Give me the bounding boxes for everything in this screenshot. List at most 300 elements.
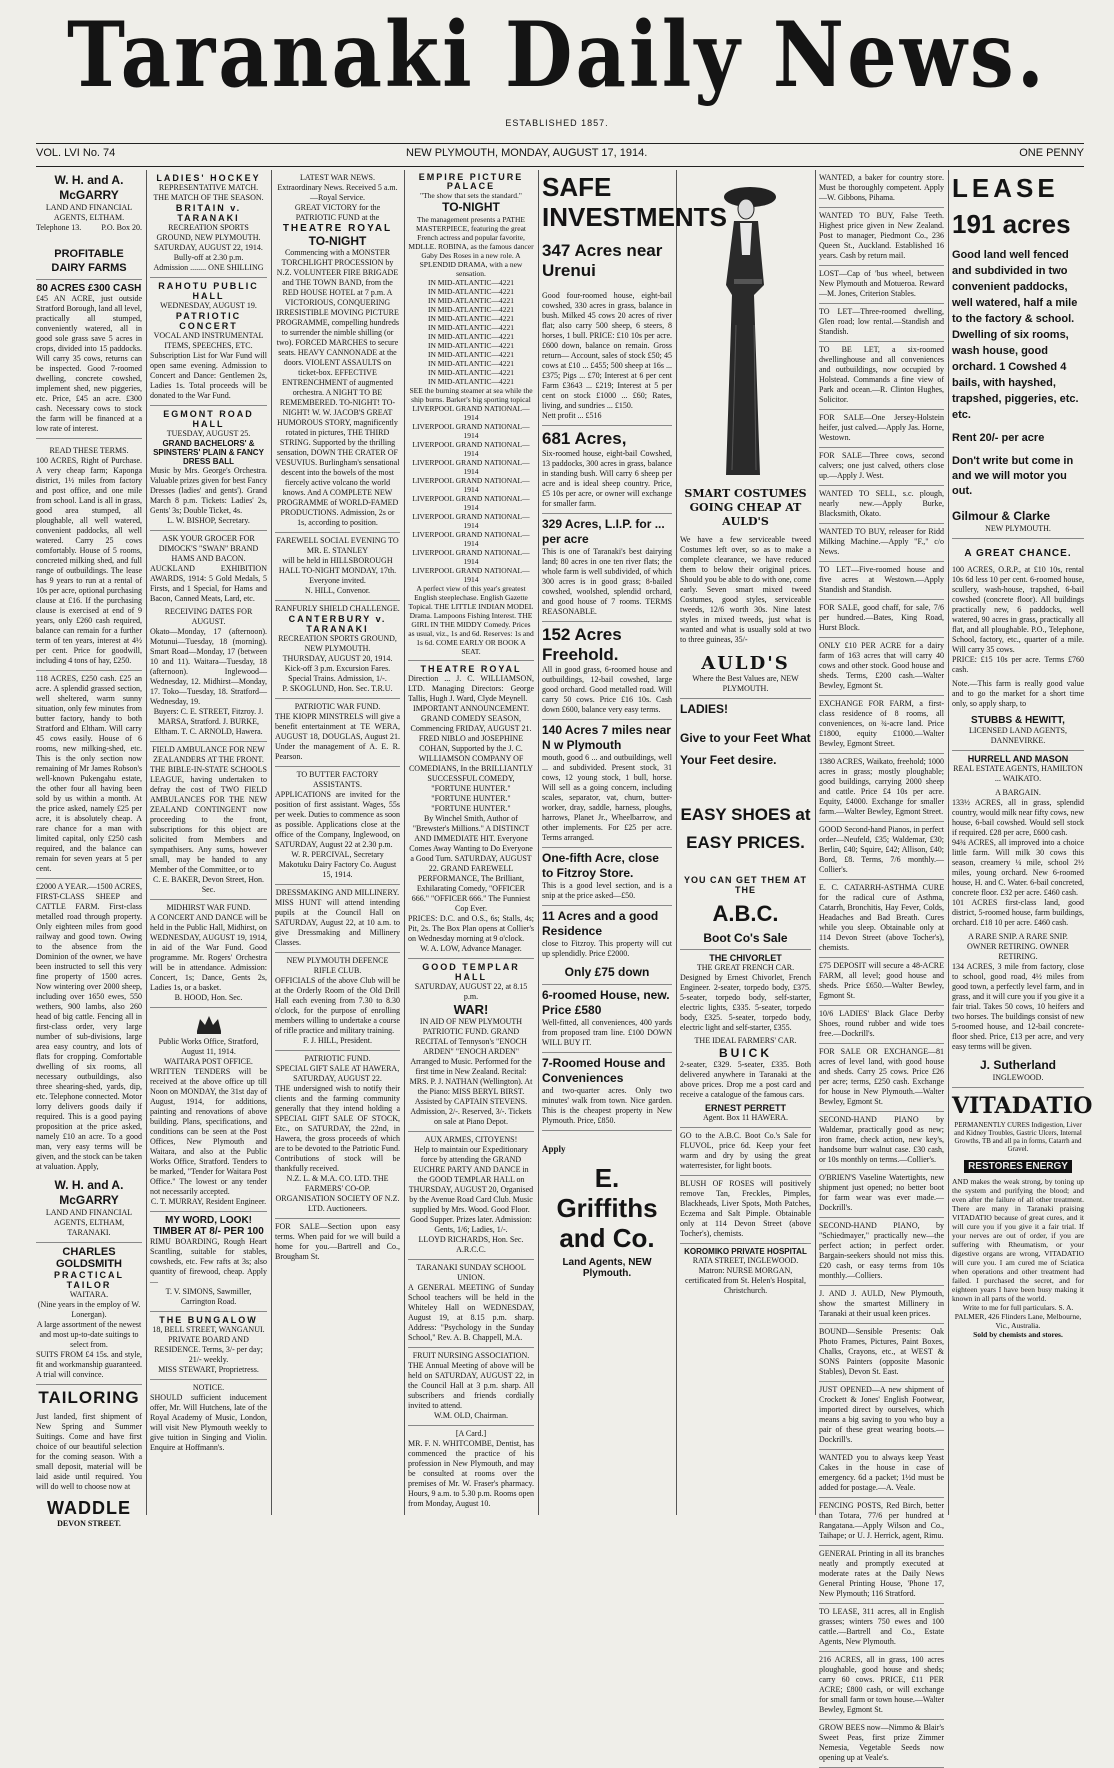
advert-body: BLUSH OF ROSES will positively remove Tan, Freckles, Pimples, Blackheads, Liver Spots, Moth Patches, Eczema and Salt Pimple. Obtainable only at 114 Devon Street (above Tocher's), chemists.	[680, 1179, 811, 1238]
classified-ad	[819, 448, 944, 486]
advert-ranfurly	[275, 601, 400, 699]
listing-heading: 6-roomed House, new. Price £580	[542, 988, 670, 1017]
classified-ad	[819, 1218, 944, 1286]
advert-war-fund	[275, 699, 400, 767]
classified-ad	[819, 754, 944, 822]
advert-body: OFFICIALS of the above Club will be at the Orderly Room of the Old Drill Hall each evening from 7.30 to 8.30 o'clock, for the purpose of enrolling members willing to undertake a course of rifle practice and military training.	[275, 976, 400, 1035]
advert-body: 100 ACRES, O.R.P., at £10 10s, rental 10s 6d less 10 per cent. 6-roomed house, scullery, wash-house, trapshed, 6-bail cowshed (concrete floor). All buildings practically new, 6 paddocks, well watered, 90 acres in grass, practically all flat, and all ploughable. P.O., Telephone, School, factory, etc., quarter of a mile. Will carry 35 cows.	[952, 565, 1084, 654]
classified-text: TO LET—Three-roomed dwelling, Glen road; low rental.—Standish and Standish.	[819, 307, 944, 336]
listing-152-acres	[542, 622, 672, 720]
listing-heading: 681 Acres,	[542, 429, 627, 448]
advert-body: RATA STREET, INGLEWOOD. Matron: NURSE MORGAN, certificated from St. Helen's Hospital, Christchurch.	[685, 1256, 806, 1295]
advertiser-name: HURRELL AND MASON	[967, 754, 1069, 764]
programme: By Winchel Smith, Author of "Brewster's Millions." A DISTINCT AND IMMEDIATE HIT. Everyone Comes Away Wanting to Do Everyone a Good Turn. SATURDAY, AUGUST 22. GRAND FAREWELL PERFORMANCE, The Brilliant, Exhilarating Comedy, "OFFICER 666." "OFFICER 666." The Funniest Cop Ever.	[409, 814, 533, 913]
advert-heading: LADIES!	[680, 702, 728, 716]
event-tagline: THE MATCH OF THE SEASON.	[153, 193, 264, 202]
advert-heading: FRUIT NURSING ASSOCIATION.	[412, 1351, 530, 1360]
listing-heading: 11 Acres and a good Residence	[542, 909, 659, 938]
signature: W. R. PERCIVAL, Secretary Makotuku Dairy Factory Co. August 15, 1914.	[278, 850, 397, 879]
column-separator	[146, 170, 147, 1515]
advert-dimock	[150, 531, 267, 742]
masthead	[0, 0, 1114, 140]
listing-heading: READ THESE TERMS.	[49, 446, 129, 455]
classified-ad	[819, 600, 944, 638]
signature: C. T. MURRAY, Resident Engineer.	[150, 1197, 267, 1206]
column-4	[408, 170, 534, 1515]
programme-line: IN MID-ATLANTIC—4221	[427, 287, 515, 296]
advert-notice	[150, 1380, 267, 1457]
classified-ad	[819, 696, 944, 754]
advert-body: THE BIBLE-IN-STATE SCHOOLS LEAGUE, having undertaken to defray the cost of TWO FIELD AMBULANCES FOR THE NEW ZEALAND CONTINGENT now proceeding to the front, subscriptions for this object are solicited from Members and sympathisers. Any sums, however small, may be handed to any Member of the Committee, or to	[150, 765, 267, 874]
classified-text: WANTED TO BUY, releaser for Ridd Milking Machine.—Apply "F.," c/o News.	[819, 527, 944, 556]
programme-line: LIVERPOOL GRAND NATIONAL—1914	[412, 476, 530, 494]
column-separator	[948, 170, 949, 1515]
column-6	[680, 170, 811, 1515]
car-name: THE CHIVORLET	[709, 953, 782, 963]
advert-hurrell	[952, 751, 1084, 1088]
advert-sub: Extraordinary News. Received 5 a.m.—Royal Service.	[277, 183, 398, 202]
column-separator	[676, 170, 677, 1515]
advert-subheading: EASY SHOES at EASY PRICES.	[680, 805, 811, 852]
note: (Nine years in the employ of W. Lonergan).	[37, 1300, 141, 1319]
advert-body: THE undersigned wish to notify their clients and the farming community generally that they intend holding a SPECIAL GIFT SALE OF STOCK, Etc., on SATURDAY, the 22nd, in Hawera, the gross proceeds of which are to be devoted to the Patriotic Fund. Contributions of stock will be thankfully received.	[275, 1084, 400, 1173]
programme-line: IN MID-ATLANTIC—4221	[427, 323, 515, 332]
programme-line: IN MID-ATLANTIC—4221	[427, 305, 515, 314]
advertiser-subtitle: Boot Co's Sale	[703, 931, 788, 945]
advert-chivorlet	[680, 950, 811, 1128]
classified-text: FOR SALE—Three cows, second calvers; one just calved, others close up.—Apply J. West.	[819, 451, 944, 480]
programme-line: LIVERPOOL GRAND NATIONAL—1914	[412, 512, 530, 530]
event-subheading: REPRESENTATIVE MATCH.	[158, 183, 259, 192]
advert-waitara-post	[150, 1008, 267, 1212]
retiring-label: OWNER RETIRING. OWNER RETIRING.	[967, 942, 1069, 961]
admission: Admission ........ ONE SHILLING	[153, 263, 264, 272]
signature: C. E. BAKER, Devon Street, Hon. Sec.	[152, 875, 265, 894]
tailoring-body: Just landed, first shipment of New Spring and Summer Suitings. Come and have first choice of our beautiful selection for the coming season. With a small deposit, material will be laid aside until required. You will do well to choose now at	[36, 1412, 142, 1491]
classified-text: TO LET—Five-roomed house and five acres at Westown.—Apply Standish and Standish.	[819, 565, 944, 594]
advertiser-subtitle: REAL ESTATE AGENTS, HAMILTON ... WAIKATO.	[953, 764, 1083, 783]
established-line: ESTABLISHED 1857.	[505, 118, 609, 128]
office-date: Public Works Office, Stratford, August 11, 1914.	[158, 1037, 259, 1056]
advertiser-name: Gilmour & Clarke	[952, 509, 1051, 523]
advert-note: Note.—This farm is really good value and to go the market for a short time only, so apply sharp, to	[952, 679, 1084, 708]
programme-line: LIVERPOOL GRAND NATIONAL—1914	[412, 458, 530, 476]
advert-heading: TO BUTTER FACTORY ASSISTANTS.	[296, 770, 379, 789]
advert-heading: PATRIOTIC FUND.	[304, 1054, 371, 1063]
listing-6-roomed-house	[542, 985, 672, 1053]
listing-body: close to Fitzroy. This property will cut up splendidly. Price £2000.	[542, 939, 672, 958]
dateline-rule	[36, 166, 1084, 167]
advertiser-subtitle: NEW PLYMOUTH.	[985, 524, 1051, 533]
column-separator	[815, 170, 816, 1515]
advert-80-acres	[36, 280, 142, 439]
signature: N. HILL, Convenor.	[304, 586, 371, 595]
car-body: Designed by Ernest Chivorlet, French Engineer. 2-seater, torpedo body, £375. 5-seater, torpedo body, self-starter, electric lights, £335. 5-seater, torpedo body, £325. 5-seater, torpedo body, electric light and self-starter, £355.	[680, 973, 811, 1032]
advert-body: Kick-off 3 p.m. Excursion Fares. Special Trains. Admission, 1/-.	[284, 664, 391, 683]
advertiser-subtitle: LICENSED LAND AGENTS, DANNEVIRKE.	[969, 726, 1067, 745]
lease-body: Good land well fenced and subdivided in two convenient paddocks, well watered, half a mile to the factory & school. Dwelling of six rooms, wash house, good orchard. 1 Cowshed 4 bails, with hayshed, trapshed, piggeries, etc. etc.	[952, 249, 1079, 421]
classified-text: EXCHANGE FOR FARM, a first-class residence of 8 rooms, all conveniences, on ¾-acre land. Price £1800, equity £1000.—Walter Bewley, Egmont Street.	[819, 699, 944, 748]
classified-text: 10/6 LADIES' Black Glace Derby Shoes, round rubber and wide toes free.—Dockrill's.	[819, 1009, 944, 1038]
listing-body: and two-quarter acres. Only two minutes' walk from town. Nice garden. This is the cheapest property in New Plymouth. Price, £850.	[542, 1086, 672, 1125]
programme-line: LIVERPOOL GRAND NATIONAL—1914	[412, 530, 530, 548]
advert-price: PRICE: £15 10s per acre. Terms £760 cash.	[952, 655, 1084, 674]
classified-text: GENERAL Printing in all its branches neatly and promptly executed at moderate rates at the Daily News General Printing House, 'Phone 17, New Plymouth; 116 Stratford.	[819, 1549, 944, 1598]
listing-140-acres	[542, 720, 672, 848]
advertiser-name: A.B.C.	[712, 901, 779, 926]
section-heading: PROFITABLE DAIRY FARMS	[51, 248, 127, 274]
advert-heading: MIDHIRST WAR FUND.	[166, 903, 251, 912]
programme-line: LIVERPOOL GRAND NATIONAL—1914	[412, 566, 530, 584]
listing-body: 101 ACRES first-class land, good district, 5-roomed house, farm buildings, orchard. £18 10 per acre. £460 cash.	[952, 898, 1084, 927]
advert-blush-roses	[680, 1176, 811, 1244]
event-date: THURSDAY, AUGUST 20, 1914.	[282, 654, 393, 663]
classified-ad	[819, 266, 944, 304]
event-date: TUESDAY, AUGUST 25.	[166, 429, 251, 438]
telephone: Telephone 13.	[36, 223, 82, 232]
agent-address: Agent. Box 11 HAWERA.	[702, 1113, 789, 1122]
classified-ad	[819, 880, 944, 958]
lease-rent: Rent 20/- per acre	[952, 432, 1045, 444]
advert-vitadatio	[952, 1088, 1093, 1344]
listing-11-acres	[542, 906, 672, 985]
lease-call-to-action: Don't write but come in and we will motor you out.	[952, 455, 1074, 497]
classified-ad	[819, 1382, 944, 1450]
column-separator	[271, 170, 272, 1515]
advert-heading: KOROMIKO PRIVATE HOSPITAL	[684, 1247, 807, 1256]
programme-line: LIVERPOOL GRAND NATIONAL—1914	[412, 422, 530, 440]
event-date: SATURDAY, AUGUST 22, at 8.15 p.m.	[414, 982, 528, 1001]
classified-ad	[819, 208, 944, 266]
listing-body: This is one of Taranaki's best dairying land; 80 acres in one ten river flats; the whole farm is well subdivided, of which 300 acres is in good grass; 8-bailed cowshed, woolshed, splendid orchard, and good house of 7 rooms. TERMS REASONABLE.	[542, 547, 672, 616]
programme: The management presents a PATHE MASTERPIECE, featuring the great French actress and popular favorite, MDLLE. ROBINA, as the famous dancer Gaby Des Roses in a new role. A SPLENDID DRAMA, with a new sensation.	[408, 215, 534, 278]
advert-tagline: YOU CAN GET THEM AT THE	[684, 875, 807, 895]
programme-line: IN MID-ATLANTIC—4221	[427, 296, 515, 305]
classified-ad	[819, 304, 944, 342]
advert-118-acres	[36, 671, 142, 879]
advertiser-name: CHARLES GOLDSMITH	[56, 1246, 122, 1270]
advert-body: MR. F. N. WHITCOMBE, Dentist, has commenced the practice of his profession in New Plymouth, and may be consulted at rooms over the premises of Mr. W. Fraser's pharmacy. Hours, 9 a.m. to 5.30 p.m. Rooms open from Monday, August 10.	[408, 1439, 534, 1508]
dateline-bar	[36, 147, 1084, 165]
listing-body: Well-fitted, all conveniences, 400 yards from proposed tram line. £100 DOWN WILL BUY IT.	[542, 1018, 672, 1047]
listing-heading: 347 Acres near Urenui	[542, 241, 663, 280]
event-date: SATURDAY, AUGUST 22, 1914.	[154, 243, 263, 252]
classified-text: GROW BEES now—Nimmo & Blair's Sweet Peas, first prize Zimmer Nemesia, Vegetable Seeds now opening up at Veale's.	[819, 1723, 944, 1762]
atlantic-list	[408, 278, 534, 386]
advert-heading: AUX ARMES, CITOYENS!	[424, 1135, 518, 1144]
advert-bungalow	[150, 1312, 267, 1380]
classified-ad	[819, 1652, 944, 1720]
newspaper-title: Taranaki Daily News.	[67, 3, 1047, 108]
advert-slogan: Give to your Feet What Your Feet desire.	[680, 731, 811, 767]
hall-name: GOOD TEMPLAR HALL	[422, 962, 520, 982]
advertiser-subtitle: Where the Best Values are, NEW PLYMOUTH.	[692, 674, 799, 693]
programme-line: LIVERPOOL GRAND NATIONAL—1914	[412, 404, 530, 422]
listing-body: 133½ ACRES, all in grass, splendid country, would milk near fifty cows, new house, 6-bail cowshed. Would sell stock if required. £28 per acre, £600 cash.	[952, 798, 1084, 837]
signature: W.M. OLD, Chairman.	[434, 1411, 508, 1420]
product-footer: Sold by chemists and stores.	[973, 1330, 1063, 1339]
classified-list	[819, 170, 944, 1768]
advert-theatre-royal-2	[408, 661, 534, 959]
classified-ad	[819, 562, 944, 600]
advertiser-name: J. Sutherland	[979, 1058, 1056, 1072]
advert-sub: GREAT VICTORY for the PATRIOTIC FUND at the	[294, 203, 381, 222]
classified-ad	[819, 1286, 944, 1324]
advertiser-name: AULD'S	[701, 653, 790, 674]
advert-body: A GENERAL MEETING of Sunday School teachers will be held in the Whiteley Hall on WEDNESDAY, August 19, at 8.15 p.m. sharp. Address: "Psychology in the Sunday School," Rev. A. B. Chappell, M.A.	[408, 1283, 534, 1342]
date-location: NEW PLYMOUTH, MONDAY, AUGUST 17, 1914.	[406, 147, 648, 159]
product-body: AND makes the weak strong, by toning up the system and purifying the blood; and even after the failure of all other treatment. There are many in Taranaki praising VITADATIO because of great cures, and it will cure you if you give it a fair trial. If your nerves are out of order, if you are suffering with Rheumatism, or your digestive organs are wrong, VITADATIO will cure you. I am cured me of Sciatica when operations and other treatment had failed. I purchased the secret, and for eighteen years I have been busy making it known in all parts of the world.	[952, 1177, 1084, 1303]
advert-heading: THE BUNGALOW	[159, 1315, 258, 1325]
signature: L. W. BISHOP, Secretary.	[167, 516, 250, 525]
listing-347-acres	[542, 238, 672, 426]
advert-100-acres	[36, 439, 142, 671]
programme-line: IN MID-ATLANTIC—4221	[427, 278, 515, 287]
advert-section-sale	[275, 1219, 400, 1266]
advertiser-name: E. Griffiths and Co.	[556, 1163, 658, 1253]
programme-line: "FORTUNE HUNTER."	[431, 804, 511, 813]
classified-text: 216 ACRES, all in grass, 100 acres ploughable, good house and sheds; carry 60 cows. PRICE, £11 PER ACRE; £800 cash, or will exchange for small farm or town house.—Walter Bewley, Egmont St.	[819, 1655, 944, 1714]
listing-body: mouth, good 6 ... and outbuildings, well ... and subdivided. Present stock, 31 cows, 12 young stock, 1 bull, horse. Will sell as a going concern, including scales, separator, vat, churn, butter-worker, dray, saddle, harness, ploughs, harrows, Planet Jr., Wheelbarrow, and other implements. For £25 per acre. Terms arranged.	[542, 753, 672, 842]
advert-tailoring	[36, 1385, 142, 1533]
listing-one-fifth-acre	[542, 848, 672, 906]
advert-butter-factory	[275, 767, 400, 885]
event-tagline: VOCAL AND INSTRUMENTAL ITEMS, SPEECHES, ETC.	[153, 331, 264, 350]
war-heading: WAR!	[453, 1002, 489, 1017]
classified-ad	[819, 486, 944, 524]
advert-timber	[150, 1212, 267, 1312]
advert-body: will be held in HILLSBOROUGH HALL TO-NIGHT MONDAY, 17th. Everyone invited.	[278, 556, 397, 585]
announcement: IMPORTANT ANNOUNCEMENT.	[413, 704, 529, 713]
crown-emblem-icon	[194, 1013, 224, 1035]
classified-text: ONLY £10 PER ACRE for a dairy farm of 163 acres that will carry 40 cows and other stock. Good house and sheds. Terms, £200 cash.—Walter Bewley, Egmont St.	[819, 641, 944, 690]
classified-text: GOOD Second-hand Pianos, in perfect order—Neufeld, £35; Waldemar, £30; Berlin, £40; Squire, £42; Allison, £40; Bord, £8. Terms, 7/6 monthly.—Collier's.	[819, 825, 944, 874]
signature: F. J. HILL, President.	[303, 1036, 372, 1045]
venue: RECREATION SPORTS GROUND, NEW PLYMOUTH.	[278, 634, 397, 653]
classified-text: O'BRIEN'S Vaseline Watertights, new shipment just opened; no better boot for farm wear was ever made.—Dockrill's.	[819, 1173, 944, 1212]
tonight-label: TO-NIGHT	[442, 200, 500, 214]
advert-body: FOR SALE—Section upon easy terms. When paid for we will build a home for you.—Bartrell and Co., Brougham St.	[275, 1222, 400, 1261]
apply-label: Apply	[542, 1144, 566, 1154]
advertiser-griffiths	[542, 1131, 672, 1283]
programme-line: LIVERPOOL GRAND NATIONAL—1914	[412, 440, 530, 458]
advert-heading: RANFURLY SHIELD CHALLENGE.	[275, 604, 400, 613]
product-claims: PERMANENTLY CURES Indigestion, Liver and Kidney Troubles, Gastric Ulcers, Internal Growths, TB and all pa in forms, Catarrh and Gravel.	[954, 1121, 1082, 1153]
classified-ad	[819, 1044, 944, 1112]
advert-fluvol	[680, 1128, 811, 1176]
theatre-name: THEATRE ROYAL	[420, 664, 522, 674]
listing-body: All in good grass, 6-roomed house and outbuildings, 12-bail cowshed, large good orchard. Good metalled road. Will carry 50 cows. Price £16 10s. Cash down £600, balance very easy terms.	[542, 665, 672, 714]
classified-ad	[819, 958, 944, 1006]
classified-ad	[819, 1170, 944, 1218]
product-name: VITADATIO	[952, 1093, 1093, 1119]
advert-body: WRITTEN TENDERS will be received at the above office up till Noon on MONDAY, the 31st day of August, 1914, for additions, painting and renovations of above building. Plans, specifications, and conditions can be seen at the Post Offices, New Plymouth and Waitara, and also at the Public Works Office, Stratford. Tenders to be marked, "Tender for Waitara Post Office." The lowest or any tender not necessarily accepted.	[150, 1067, 267, 1196]
advert-gift-sale	[275, 1051, 400, 1219]
classified-ad	[819, 1112, 944, 1170]
classified-text: JUST OPENED—A new shipment of Crockett & Jones' English Footwear, imported direct by ourselves, which means a big saving to you who buy a pair of these great wearing boots.—Dockrill's.	[819, 1385, 944, 1444]
classified-text: £75 DEPOSIT will secure a 48-ACRE FARM, all level; good house and sheds. Price £650.—Walter Bewley, Egmont St.	[819, 961, 944, 1000]
prices: PRICES: D.C. and O.S., 6s; Stalls, 4s; Pit, 2s. The Box Plan opens at Collier's on Wednesday morning at 9 o'clock.	[408, 914, 534, 943]
volume-number: VOL. LVI No. 74	[36, 147, 116, 159]
teams: BRITAIN v. TARANAKI	[175, 203, 242, 223]
snip-label: A RARE SNIP. A RARE SNIP.	[968, 932, 1068, 941]
classified-text: WANTED, a baker for country store. Must be thoroughly competent. Apply—W. Gibbons, Pihama.	[819, 173, 944, 202]
programme-line: LIVERPOOL GRAND NATIONAL—1914	[412, 494, 530, 512]
classified-text: LOST—Cap of 'bus wheel, between New Plymouth and Motueroa. Reward—M. Jones, Criterion Stables.	[819, 269, 944, 298]
advert-2000-year	[36, 879, 142, 1243]
advert-hockey	[150, 170, 267, 278]
event-date: WEDNESDAY, AUGUST 19.	[160, 301, 257, 310]
trade: PRACTICAL TAILOR	[54, 1270, 124, 1290]
start-time: Bully-off at 2.30 p.m.	[173, 253, 244, 262]
classified-text: FOR SALE—One Jersey-Holstein heifer, just calved.—Apply Jas. Horne, Westown.	[819, 413, 944, 442]
listing-heading: 329 Acres, L.I.P. for ... per acre	[542, 517, 665, 546]
advert-subheading: SPECIAL GIFT SALE AT HAWERA, SATURDAY, AUGUST 22.	[275, 1064, 400, 1083]
advert-abc-shoes	[680, 699, 811, 950]
lease-acres: 191 acres	[952, 209, 1071, 239]
advertiser-name: WADDLE	[47, 1498, 131, 1518]
advert-nursing	[408, 1348, 534, 1426]
programme-line: IN MID-ATLANTIC—4221	[427, 314, 515, 323]
listing-body: £45 AN ACRE, just outside Stratford Borough, land all level, practically all stumped, conveniently watered, all in good sole grass save 5 acres in crops, divided into 15 paddocks. Will carry 35 cows, returns can be inspected. Good 7-roomed dwelling, concrete cowshed, implement shed, new piggeries, etc. Price, £45 an acre. £300 cash. Necessary cows to stock the farm will be financed at a low rate of interest.	[36, 294, 142, 433]
advert-good-templar	[408, 959, 534, 1132]
advert-aulds	[680, 170, 811, 699]
listing-body: 134 ACRES, 3 mile from factory, close to school, good road, 4½ miles from good town, a perfectly level farm, and in grass, and it will cure you if you give it a fair trial. Takes 50 cows, 10 heifers and two horses. The buildings consist of new 5-roomed house, and 12-bail concrete-floor shed. Price, £13 per acre, and very easy terms will be given.	[952, 962, 1084, 1051]
teams: CANTERBURY v. TARANAKI	[288, 614, 387, 634]
advert-midhirst	[150, 900, 267, 1008]
signature: P. SKOGLUND, Hon. Sec. T.R.U.	[282, 684, 393, 693]
listing-body: Good four-roomed house, eight-bail cowshed, 330 acres in grass, balance in bush. Milked 45 cows 20 acres of river flat; also carry 500 sheep, 6 steers, 8 horses, 1 bull. PRICE: £10 10s per acre. £600 down, balance on remain. Gross return— Account, sales of stock £50; 45 cows at £10 ... £455; 500 sheep at 16s ... £375; Pigs ... £70; Interest at 6 per cent Farm £3643 ... £219; Interest at 5 per cent on stock £1000 ... £60; Rates, living, and sundries ... £150.	[542, 291, 672, 410]
fortune-list	[408, 784, 534, 814]
classified-text: WANTED TO SELL, s.c. plough, nearly new.—Apply Burke, Blacksmith, Okato.	[819, 489, 944, 518]
listing-body: £2000 A YEAR.—1500 ACRES, FIRST-CLASS SHEEP and CATTLE FARM. First-class metalled road through property. Only eighteen miles from good railway and good town. Owing to the absence from the Dominion of the owner, we have been instructed to sell this very fine property of 1500 acres. Now wintering over 2000 sheep, including over 1650 ewes, 550 wethers, 900 lambs, also 260 head of big cattle. Fencing all in first-class order, very large number of sub-divisions, large area easy country, and lots of flats for cropping. Comfortable dwelling of six rooms, all necessary outbuildings, also three shearing-shed, yards, dip, etc. Telephone connected. Motor lorry delivers goods daily if required. This is a good paying proposition at the price asked, namely £10 an acre. To a good man, very easy terms will be given, and the stock can be taken at valuation. Apply,	[36, 882, 142, 1171]
column-8	[952, 170, 1093, 1515]
contact-line	[36, 223, 142, 233]
theatre-name: EMPIRE PICTURE PALACE	[418, 172, 524, 191]
listing-down-payment: Only £75 down	[564, 965, 650, 979]
column-7	[819, 170, 944, 1762]
advert-aux-armes	[408, 1132, 534, 1260]
car-subtitle: THE GREAT FRENCH CAR.	[696, 963, 795, 972]
advert-heading: [A Card.]	[455, 1429, 487, 1438]
advert-farewell	[275, 533, 400, 601]
event-heading: EGMONT ROAD HALL	[163, 409, 254, 429]
advert-heading: NOTICE.	[192, 1383, 225, 1392]
advert-heading: MY WORD, LOOK! TIMBER AT 8/- PER 100	[153, 1215, 264, 1237]
safe-investments-heading: SAFE INVESTMENTS	[542, 172, 727, 232]
programme-line: IN MID-ATLANTIC—4221	[427, 332, 515, 341]
advert-heading: A GREAT CHANCE.	[964, 548, 1072, 559]
advert-rifle-club	[275, 953, 400, 1051]
advert-ambulance	[150, 742, 267, 900]
classified-text: SECOND-HAND PIANO, by "Schiedmayer," practically new—the perfect action; in perfect order. Bargain-seekers should not miss this. £20 cash, or easy terms from 10s monthly.—Colliers.	[819, 1221, 944, 1280]
classified-ad	[819, 170, 944, 208]
column-1	[36, 170, 142, 1528]
tagline: "The show that sets the standard."	[420, 191, 522, 200]
advert-body: Okato—Monday, 17 (afternoon). Motunui—Tuesday, 18 (morning). Smart Road—Monday, 17 (between 10 and 11). Waitara—Tuesday, 18 (afternoon). Inglewood—Wednesday, 12. Midhirst—Monday, 17. Toko—Tuesday, 18. Stratford—Wednesday, 19.	[150, 627, 267, 706]
advert-body: MISS HUNT will attend intending pupils at the Council Hall on SATURDAY, August 22, at 10 a.m. to give Dressmaking and Millinery Classes.	[275, 898, 400, 947]
programme-line: IN MID-ATLANTIC—4221	[427, 350, 515, 359]
programme-line: "FORTUNE HUNTER."	[431, 794, 511, 803]
car-body: 2-seater, £329. 5-seater, £335. Both delivered anywhere in Taranaki at the above prices. Drop me a post card and receive a catalogue of the famous cars.	[680, 1060, 811, 1099]
buyers: Buyers: C. E. STREET, Fitzroy. J. MARSA, Stratford. J. BURKE, Eltham. T. C. ARNOLD, Hawera.	[153, 707, 264, 736]
season: GRAND COMEDY SEASON, Commencing FRIDAY, AUGUST 21.	[410, 714, 532, 733]
signature: N.Z. L. & M.A. CO. LTD. THE FARMERS' CO-OP. ORGANISATION SOCIETY OF N.Z. LTD. Auctioneers.	[275, 1174, 400, 1213]
tonight-label: TO-NIGHT	[308, 234, 367, 248]
classified-text: SECOND-HAND PIANO by Waldemar, practically good as new; iron frame, check action, new key's, handsome burr walnut case. £30 cash, or 10s monthly on terms.—Collier's.	[819, 1115, 944, 1164]
event-subheading: GRAND BACHELORS' & SPINSTERS' PLAIN & FANCY DRESS BALL	[153, 439, 264, 466]
classified-ad	[819, 1450, 944, 1498]
classified-text: E. C. CATARRH-ASTHMA CURE for the radical cure of Asthma, Catarrh, Bronchitis, Hay Fever, Colds, Headaches and Bad Breath. Cures while you sleep. Obtainable only at 114 Devon Street (above Tocher's), chemists.	[819, 883, 944, 952]
signature: MISS STEWART, Proprietress.	[158, 1365, 259, 1374]
classified-ad	[819, 524, 944, 562]
advert-empire	[408, 170, 534, 661]
listing-heading: 152 Acres Freehold.	[542, 625, 622, 664]
advert-body: THE Annual Meeting of above will be held on SATURDAY, AUGUST 22, in the Council Hall at 3 p.m. sharp. All subscribers and friends cordially invited to attend.	[408, 1361, 534, 1410]
advertiser-subtitle: LAND AND FINANCIAL AGENTS, ELTHAM.	[45, 203, 133, 222]
classified-text: J. AND J. AULD, New Plymouth, show the smartest Millinery in Taranaki at their usual keen prices.	[819, 1289, 944, 1318]
tailoring-heading: TAILORING	[38, 1388, 140, 1407]
programme-rest: A perfect view of this year's greatest English steeplechase. English Gazette Topical. THE LITTLE INDIAN MODEL Drama. Lampoons Fishing Interest. THE GIRL IN THE MIDDY Comedy. Prices as usual, viz., 1s and 6d. Reserves: 1s and 1s 6d. COME EARLY OR BOOK A SEAT.	[408, 584, 534, 656]
signature: B. HOOD, Hon. Sec.	[174, 993, 243, 1002]
advert-heading: A BARGAIN.	[995, 788, 1041, 797]
address: DEVON STREET.	[57, 1519, 121, 1528]
price: ONE PENNY	[1019, 147, 1084, 159]
top-rule	[36, 143, 1084, 144]
venue: RECREATION SPORTS GROUND, NEW PLYMOUTH.	[156, 223, 261, 242]
signature: LLOYD RICHARDS, Hon. Sec. A.R.C.C.	[418, 1235, 524, 1254]
listing-nett: Nett profit ... £516	[542, 411, 602, 420]
classified-text: FENCING POSTS, Red Birch, better than Totara, 77/6 per hundred at Rangatana.—Apply Wilson and Co., Taihape; or U. J. Herrick, agent, Rimu.	[819, 1501, 944, 1540]
advert-body: GO to the A.B.C. Boot Co.'s Sale for FLUVOL, price 6d. Keep your feet warm and dry by using the great waterresister, for light boots.	[680, 1131, 811, 1170]
classified-ad	[819, 1498, 944, 1546]
advert-heading: ASK YOUR GROCER FOR DIMOCK'S "SWAN" BRAND HAMS AND BACON.	[158, 534, 259, 563]
advert-body: We have a few serviceable tweed Costumes left over, so as to make a complete clearance, we have reduced them to below their original prices. Should you be able to do with one, come early. Seven smart mixed tweed Costumes, good styles, serviceable tweeds, 12/6 worth 30s. Nine latest styles in mixed tweeds, just what is wanted and what is usually sold at two to three guineas, 35/-	[680, 535, 811, 644]
advertiser-subtitle: INGLEWOOD.	[992, 1073, 1044, 1082]
listing-329-acres	[542, 514, 672, 622]
advert-body: SHOULD sufficient inducement offer, Mr. Will Hutchens, late of the Royal Academy of Music, London, will visit New Plymouth weekly to give tuition in Singing and Violin. Enquire at Hoffmann's.	[150, 1393, 267, 1452]
lease-heading: LEASE	[952, 173, 1059, 203]
classified-ad	[819, 1720, 944, 1768]
agent-name: ERNEST PERRETT	[704, 1103, 786, 1113]
listing-body: This is a good level section, and is a snip at the price asked—£50.	[542, 881, 672, 900]
advert-rahotu	[150, 278, 267, 406]
listing-body: 94¾ ACRES, all improved into a choice little farm. Will milk 30 cows this season, creamery ¼ mile, school 2½ miles, young orchard. New 6-roomed house, H. and C. Water. 6-bail concreted, concrete floor. £32 per acre. £460 cash.	[952, 838, 1084, 897]
event-heading: RAHOTU PUBLIC HALL	[158, 281, 259, 301]
classified-ad	[819, 822, 944, 880]
advert-great-chance	[952, 539, 1084, 751]
classified-text: 1380 ACRES, Waikato, freehold; 1000 acres in grass; mostly ploughable; good buildings, carrying 2000 sheep and cattle. Price £4 10s per acre. Equity, £4000. Exchange for smaller farm.—Walter Bewley, Egmont Street.	[819, 757, 944, 816]
classified-ad	[819, 342, 944, 410]
programme-note: SEE the burning steamer at sea while the ship burns. Barker's big sporting topical	[409, 386, 533, 404]
listing-body: 118 ACRES, £250 cash. £25 an acre. A splendid grassed section, well sheltered, warm sunny situation, only few minutes from butter factory, handy to both Stratford and Eltham. Will carry 45 cows easily. House of 6 rooms, new milking-shed, etc. This is the only section now remaining of Mr James Robson's well-known Pukengahu estate, the other four all having been sold by us within a month. At the price asked, namely £25 per acre, it is absolutely cheap. A rare chance for a man with limited capital, only £250 cash required, and the balance can remain for seven years at 5 per cent.	[36, 674, 142, 873]
listing-heading: 80 ACRES £300 CASH	[36, 283, 142, 294]
advertiser-name: W. H. and A. McGARRY	[54, 173, 124, 202]
programme-line: IN MID-ATLANTIC—4221	[427, 359, 515, 368]
car-tagline: THE IDEAL FARMERS' CAR.	[694, 1036, 797, 1045]
advert-heading: PATRIOTIC WAR FUND.	[294, 702, 381, 711]
advert-body: AUCKLAND EXHIBITION AWARDS, 1914: 5 Gold Medals, 5 Firsts, and 1 Special, for Hams and Bacon, Canned Meats, Lard, etc.	[150, 564, 267, 603]
programme-line: LIVERPOOL GRAND NATIONAL—1914	[412, 548, 530, 566]
programme-line: "FORTUNE HUNTER."	[431, 784, 511, 793]
advert-body: 18, BELL STREET, WANGANUI. PRIVATE BOARD AND RESIDENCE. Terms, 3/- per day; 21/- weekly.	[152, 1325, 265, 1364]
advert-heading: FAREWELL SOCIAL EVENING TO MR. E. STANLEY	[276, 536, 399, 555]
stock: A large assortment of the newest and most up-to-date suitings to select from.	[36, 1320, 142, 1349]
classified-ad	[819, 638, 944, 696]
theatre-name: THEATRE ROYAL	[282, 223, 393, 234]
programme-line: IN MID-ATLANTIC—4221	[427, 377, 515, 386]
column-separator	[538, 170, 539, 1515]
